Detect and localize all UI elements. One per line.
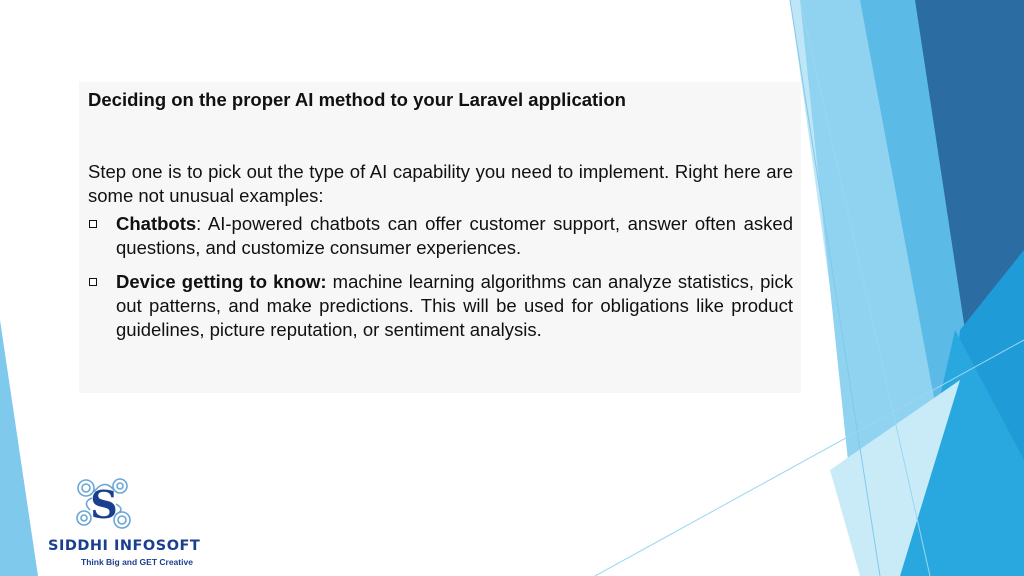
- company-logo: [48, 474, 201, 570]
- bullet-term: Device getting to know:: [116, 271, 327, 292]
- bullet-text: machine learning algorithms can analyze statistics, pick out patterns, and make predictions. This will be used for obligations like product guidelines, picture reputation, or sentiment analysis.: [116, 271, 793, 340]
- square-bullet-icon: [89, 278, 97, 286]
- brand-name-part2: INFOSOFT: [114, 538, 201, 554]
- slide-intro: Step one is to pick out the type of AI capability you need to implement. Right here are some not unusual examples:: [88, 161, 793, 206]
- brand-name-part1: SIDDHI: [48, 538, 114, 554]
- svg-text:S: S: [90, 482, 118, 527]
- brand-tagline: Think Big and GET Creative: [81, 557, 193, 567]
- brand-name: [48, 538, 200, 554]
- list-item: [88, 270, 793, 342]
- bullet-text: AI-powered chatbots can offer customer support, answer often asked questions, and customize consumer experiences.: [116, 213, 793, 258]
- slide-title: Deciding on the proper AI method to your Laravel application: [88, 89, 626, 110]
- deco-left-sliver: [0, 320, 38, 576]
- bullet-term: Chatbots: [116, 213, 197, 234]
- list-item: [88, 212, 793, 260]
- square-bullet-icon: [89, 220, 97, 228]
- bullet-list: [88, 212, 793, 342]
- swirl-s-logo-icon: [72, 474, 136, 536]
- content-panel: [79, 82, 801, 393]
- bullet-separator: :: [196, 213, 208, 234]
